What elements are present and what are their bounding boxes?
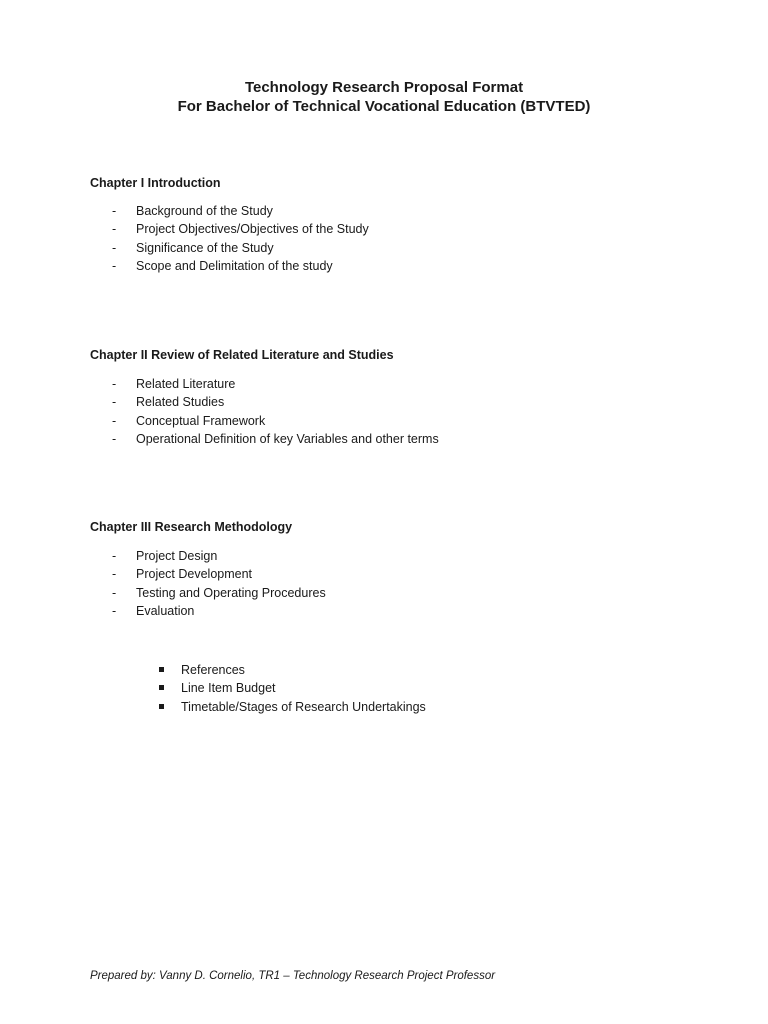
dash-marker: - [112,222,117,237]
document-title: Technology Research Proposal Format [244,79,524,96]
dash-marker: - [112,549,117,563]
list-item: - Evaluation [112,602,326,620]
appendix-list [157,661,426,716]
chapter-3-list [112,547,326,621]
chapter-1-list [112,202,369,276]
dash-marker: - [112,567,117,582]
square-bullet-icon [159,685,164,690]
list-item: - Background of the Study [112,202,369,220]
list-item: - Significance of the Study [112,239,369,257]
document-subtitle: For Bachelor of Technical Vocational Education (BTVTED) [177,98,591,115]
list-item: - Project Objectives/Objectives of the Study [112,220,369,238]
list-item: References [157,661,426,679]
title-block [0,78,768,116]
prepared-by-footer: Prepared by: Vanny D. Cornelio, TR1 – Technology Research Project Professor [90,970,496,982]
list-item: - Testing and Operating Procedures [112,584,326,602]
dash-marker: - [112,585,117,600]
chapter-2-list [112,375,439,449]
list-item: Timetable/Stages of Research Undertakings [157,698,426,716]
list-item: Line Item Budget [157,679,426,697]
dash-marker: - [112,259,117,274]
dash-marker: - [112,604,117,619]
square-bullet-icon [159,704,164,709]
dash-marker: - [112,204,117,218]
list-item: - Related Studies [112,393,439,411]
dash-marker: - [112,395,117,410]
list-item: - Project Development [112,565,326,583]
list-item: - Operational Definition of key Variables and other terms [112,430,439,448]
list-item: - Project Design [112,547,326,565]
chapter-2-heading: Chapter II Review of Related Literature and Studies [90,348,394,362]
dash-marker: - [112,413,117,428]
chapter-3-heading: Chapter III Research Methodology [90,520,293,534]
list-item: - Scope and Delimitation of the study [112,257,369,275]
square-bullet-icon [159,667,164,672]
list-item: - Conceptual Framework [112,412,439,430]
chapter-1-heading: Chapter I Introduction [90,176,221,190]
dash-marker: - [112,240,117,255]
dash-marker: - [112,432,117,447]
list-item: - Related Literature [112,375,439,393]
dash-marker: - [112,377,117,391]
